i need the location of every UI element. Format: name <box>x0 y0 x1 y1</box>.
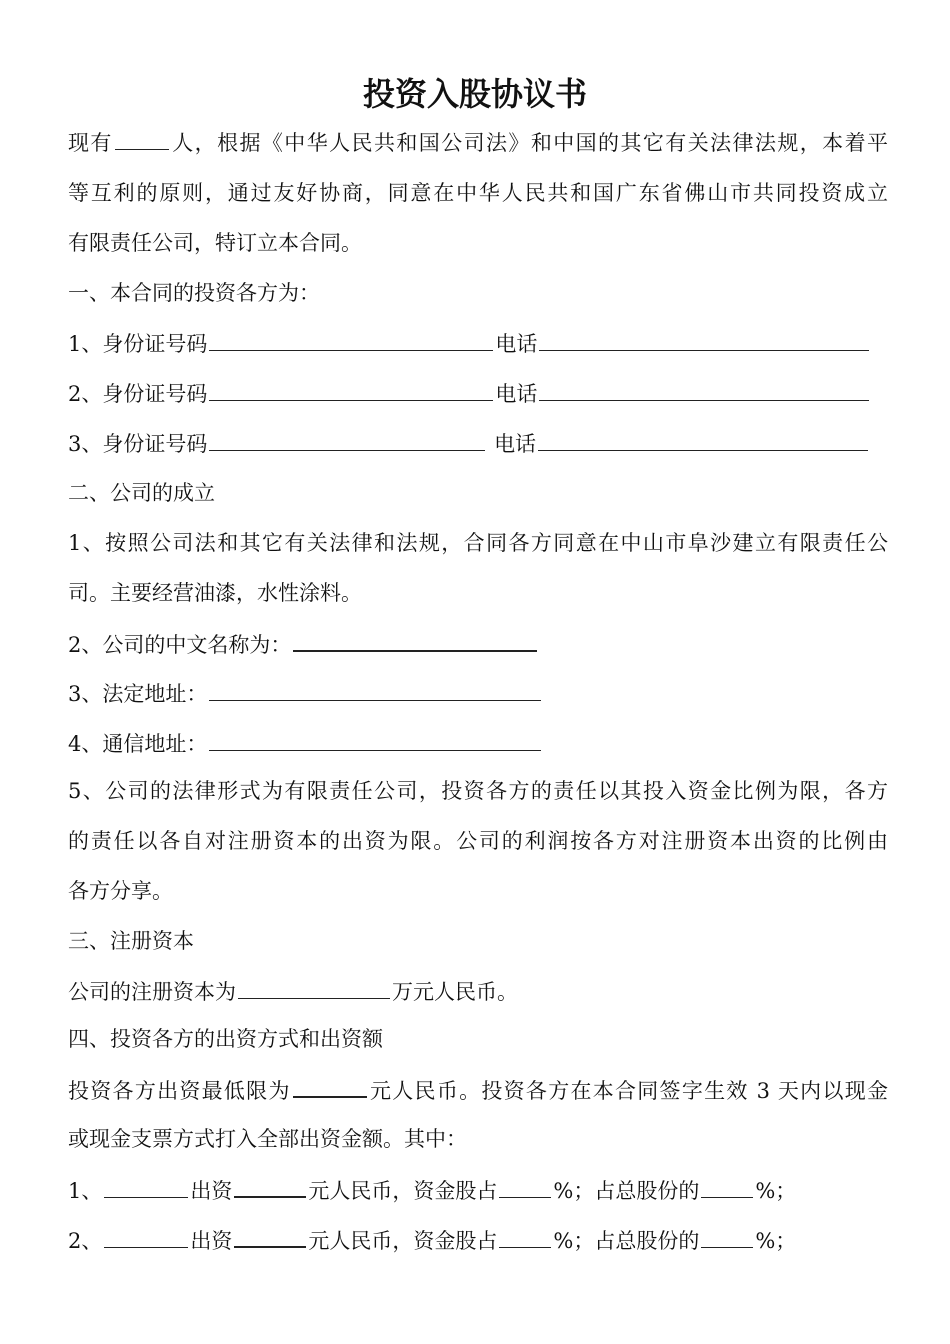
total-share-label: %；占总股份的 <box>553 1179 700 1203</box>
registered-capital-blank <box>238 976 390 999</box>
company-name-label: 2、公司的中文名称为： <box>68 633 292 657</box>
phone-blank <box>539 328 869 351</box>
id-number-label: 身份证号码 <box>102 382 208 406</box>
investor-name-blank <box>104 1175 188 1198</box>
contribution-amount-blank <box>234 1224 306 1248</box>
contribution-label: 出资 <box>190 1179 233 1203</box>
intro-line-1 <box>68 127 888 157</box>
payment-method-line: 或现金支票方式打入全部出资金额。其中： <box>68 1127 467 1151</box>
party-number: 1、 <box>68 332 103 356</box>
clause-2-1-line-2: 司。主要经营油漆，水性涂料。 <box>68 581 362 605</box>
clause-2-1-line-1: 1、按照公司法和其它有关法律和法规，合同各方同意在中山市阜沙建立有限责任公 <box>68 531 888 555</box>
capital-share-label: 元人民币，资金股占 <box>308 1229 498 1253</box>
party-row-2 <box>68 378 888 408</box>
capital-share-label: 元人民币，资金股占 <box>308 1179 498 1203</box>
minimum-investment-label: 投资各方出资最低限为 <box>68 1079 291 1103</box>
total-share-blank <box>701 1175 753 1198</box>
minimum-investment-blank <box>293 1074 367 1098</box>
phone-label: 电话 <box>495 332 538 356</box>
investor-name-blank <box>104 1225 188 1248</box>
registered-capital-label: 公司的注册资本为 <box>68 980 236 1004</box>
item-number: 1、 <box>68 1179 103 1203</box>
mailing-address-label: 4、通信地址： <box>68 732 208 756</box>
item-number: 2、 <box>68 1229 103 1253</box>
id-number-blank <box>209 378 493 401</box>
id-number-blank <box>209 328 493 351</box>
section-1-heading: 一、本合同的投资各方为： <box>68 281 320 305</box>
party-count-blank <box>115 127 169 150</box>
contribution-label: 出资 <box>190 1229 233 1253</box>
id-number-blank <box>209 428 485 451</box>
capital-share-blank <box>499 1175 551 1198</box>
investor-contribution-row-2 <box>68 1224 888 1254</box>
section-2-heading: 二、公司的成立 <box>68 481 215 505</box>
party-number: 3、 <box>68 432 103 456</box>
party-number: 2、 <box>68 382 103 406</box>
total-share-label: %；占总股份的 <box>553 1229 700 1253</box>
minimum-investment-text: 元人民币。投资各方在本合同签字生效 3 天内以现金 <box>368 1079 888 1103</box>
capital-share-blank <box>499 1225 551 1248</box>
contribution-amount-blank <box>234 1174 306 1198</box>
section-3-heading: 三、注册资本 <box>68 929 194 953</box>
mailing-address-blank <box>209 728 541 751</box>
total-share-blank <box>701 1225 753 1248</box>
document-title: 投资入股协议书 <box>362 75 587 113</box>
intro-text-a: 现有 <box>68 131 113 155</box>
phone-blank <box>539 378 869 401</box>
clause-2-5-line-3: 各方分享。 <box>68 879 173 903</box>
clause-2-5-line-1: 5、公司的法律形式为有限责任公司，投资各方的责任以其投入资金比例为限，各方 <box>68 779 888 803</box>
section-4-heading: 四、投资各方的出资方式和出资额 <box>68 1027 383 1051</box>
phone-label: 电话 <box>494 432 537 456</box>
clause-2-5-line-2: 的责任以各自对注册资本的出资为限。公司的利润按各方对注册资本出资的比例由 <box>68 829 888 853</box>
total-share-unit: %； <box>755 1229 797 1253</box>
intro-line-3: 有限责任公司，特订立本合同。 <box>68 231 362 255</box>
clause-company-name <box>68 628 888 658</box>
registered-capital-line <box>68 976 888 1006</box>
total-share-unit: %； <box>755 1179 797 1203</box>
phone-label: 电话 <box>495 382 538 406</box>
registered-capital-unit: 万元人民币。 <box>392 980 518 1004</box>
intro-line-2: 等互利的原则，通过友好协商，同意在中华人民共和国广东省佛山市共同投资成立 <box>68 181 888 205</box>
id-number-label: 身份证号码 <box>102 432 208 456</box>
clause-mailing-address <box>68 728 888 758</box>
investor-contribution-row-1 <box>68 1174 888 1204</box>
legal-address-label: 3、法定地址： <box>68 682 208 706</box>
minimum-investment-line <box>68 1074 888 1104</box>
party-row-1 <box>68 328 888 358</box>
legal-address-blank <box>209 678 541 701</box>
intro-text-b: 人，根据《中华人民共和国公司法》和中国的其它有关法律法规，本着平 <box>170 131 889 155</box>
clause-legal-address <box>68 678 888 708</box>
party-row-3 <box>68 428 888 458</box>
company-name-blank <box>293 628 537 652</box>
id-number-label: 身份证号码 <box>102 332 208 356</box>
phone-blank <box>538 428 868 451</box>
